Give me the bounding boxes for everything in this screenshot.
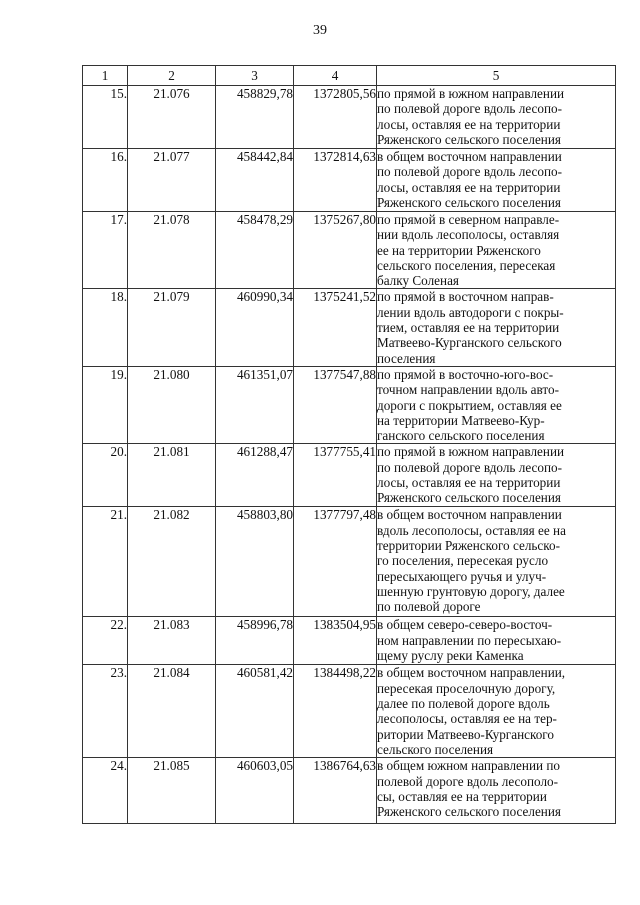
x-coordinate: 458478,29: [216, 212, 294, 289]
description-line: ном направлении по пересыхаю-: [377, 632, 562, 648]
description-line: по прямой в южном направлении: [377, 444, 565, 460]
y-coordinate: 1386764,63: [294, 758, 377, 824]
table-row: [83, 758, 616, 824]
description-line: ритории Матвеево-Курганского: [377, 726, 554, 742]
row-number: 19.: [83, 366, 128, 443]
description-line: по прямой в северном направле-: [377, 212, 560, 227]
description-line: вдоль лесополосы, оставляя ее на: [377, 522, 566, 538]
description-line: Матвеево-Курганского сельского: [377, 335, 562, 351]
description-line: ее на территории Ряженского: [377, 242, 541, 258]
route-description: [377, 86, 616, 149]
y-coordinate: 1383504,95: [294, 617, 377, 665]
y-coordinate: 1377755,41: [294, 444, 377, 507]
row-number: 20.: [83, 444, 128, 507]
point-code: 21.080: [128, 366, 216, 443]
boundary-points-table: [82, 65, 616, 824]
table-row: [83, 366, 616, 443]
description-line: по полевой дороге вдоль лесопо-: [377, 101, 562, 117]
page-number: 39: [313, 23, 327, 38]
route-description: [377, 507, 616, 617]
x-coordinate: 458996,78: [216, 617, 294, 665]
description-line: шенную грунтовую дорогу, далее: [377, 583, 565, 599]
y-coordinate: 1384498,22: [294, 665, 377, 758]
route-description: [377, 212, 616, 289]
point-code: 21.083: [128, 617, 216, 665]
point-code: 21.078: [128, 212, 216, 289]
description-line: балку Соленая: [377, 273, 459, 289]
table-body: [83, 86, 616, 824]
y-coordinate: 1375267,80: [294, 212, 377, 289]
route-description: [377, 758, 616, 824]
description-line: в общем восточном направлении: [377, 149, 562, 164]
table-row: [83, 149, 616, 212]
row-number: 15.: [83, 86, 128, 149]
y-coordinate: 1372805,56: [294, 86, 377, 149]
description-line: по полевой дороге вдоль лесопо-: [377, 164, 562, 180]
table-row: [83, 507, 616, 617]
description-line: лосы, оставляя ее на территории: [377, 116, 561, 132]
description-line: пересекая проселочную дорогу,: [377, 680, 556, 696]
x-coordinate: 461351,07: [216, 366, 294, 443]
row-number: 24.: [83, 758, 128, 824]
y-coordinate: 1375241,52: [294, 289, 377, 366]
table-row: [83, 86, 616, 149]
row-number: 18.: [83, 289, 128, 366]
y-coordinate: 1372814,63: [294, 149, 377, 212]
x-coordinate: 461288,47: [216, 444, 294, 507]
point-code: 21.081: [128, 444, 216, 507]
row-number: 22.: [83, 617, 128, 665]
row-number: 21.: [83, 507, 128, 617]
description-line: сельского поселения: [377, 741, 494, 757]
description-line: по прямой в восточно-юго-вос-: [377, 366, 554, 382]
description-line: территории Ряженского сельско-: [377, 538, 560, 554]
route-description: [377, 617, 616, 665]
description-line: щему руслу реки Каменка: [377, 648, 524, 664]
table-row: [83, 444, 616, 507]
route-description: [377, 149, 616, 212]
y-coordinate: 1377547,88: [294, 366, 377, 443]
description-line: лосы, оставляя ее на территории: [377, 475, 561, 491]
x-coordinate: 460581,42: [216, 665, 294, 758]
description-line: в общем восточном направлении,: [377, 665, 566, 681]
header-cell-y-coordinate: 4: [294, 66, 377, 86]
point-code: 21.084: [128, 665, 216, 758]
x-coordinate: 458803,80: [216, 507, 294, 617]
table-row: [83, 289, 616, 366]
description-line: сельского поселения, пересекая: [377, 257, 556, 273]
table-header-row: [83, 66, 616, 86]
description-line: по полевой дороге: [377, 599, 481, 615]
description-line: точном направлении вдоль авто-: [377, 382, 559, 398]
description-line: пересыхающего ручья и улуч-: [377, 568, 547, 584]
header-cell-description: 5: [377, 66, 616, 86]
point-code: 21.077: [128, 149, 216, 212]
point-code: 21.082: [128, 507, 216, 617]
header-cell-point-code: 2: [128, 66, 216, 86]
description-line: Ряженского сельского поселения: [377, 804, 561, 820]
row-number: 23.: [83, 665, 128, 758]
point-code: 21.079: [128, 289, 216, 366]
description-line: полевой дороге вдоль лесополо-: [377, 773, 559, 789]
description-line: лении вдоль автодороги с покры-: [377, 304, 564, 320]
description-line: в общем южном направлении по: [377, 758, 561, 774]
description-line: поселения: [377, 350, 436, 366]
description-line: по прямой в восточном направ-: [377, 289, 554, 305]
description-line: лосы, оставляя ее на территории: [377, 179, 561, 195]
x-coordinate: 460990,34: [216, 289, 294, 366]
description-line: по полевой дороге вдоль лесопо-: [377, 459, 562, 475]
header-cell-x-coordinate: 3: [216, 66, 294, 86]
description-line: ганского сельского поселения: [377, 428, 545, 444]
description-line: го поселения, пересекая русло: [377, 553, 549, 569]
description-line: в общем северо-северо-восточ-: [377, 617, 553, 633]
description-line: сы, оставляя ее на территории: [377, 789, 547, 805]
x-coordinate: 460603,05: [216, 758, 294, 824]
route-description: [377, 366, 616, 443]
table-row: [83, 617, 616, 665]
route-description: [377, 289, 616, 366]
y-coordinate: 1377797,48: [294, 507, 377, 617]
row-number: 16.: [83, 149, 128, 212]
description-line: нии вдоль лесополосы, оставляя: [377, 227, 560, 243]
description-line: по прямой в южном направлении: [377, 86, 565, 101]
description-line: на территории Матвеево-Кур-: [377, 412, 545, 428]
description-line: Ряженского сельского поселения: [377, 490, 561, 506]
description-line: тием, оставляя ее на территории: [377, 320, 560, 336]
description-line: Ряженского сельского поселения: [377, 131, 561, 147]
point-code: 21.076: [128, 86, 216, 149]
table-row: [83, 212, 616, 289]
row-number: 17.: [83, 212, 128, 289]
x-coordinate: 458442,84: [216, 149, 294, 212]
x-coordinate: 458829,78: [216, 86, 294, 149]
route-description: [377, 665, 616, 758]
description-line: Ряженского сельского поселения: [377, 194, 561, 210]
description-line: лесополосы, оставляя ее на тер-: [377, 711, 557, 727]
header-cell-number: 1: [83, 66, 128, 86]
description-line: в общем восточном направлении: [377, 507, 562, 523]
point-code: 21.085: [128, 758, 216, 824]
route-description: [377, 444, 616, 507]
table-row: [83, 665, 616, 758]
description-line: дороги с покрытием, оставляя ее: [377, 397, 562, 413]
description-line: далее по полевой дороге вдоль: [377, 696, 550, 712]
